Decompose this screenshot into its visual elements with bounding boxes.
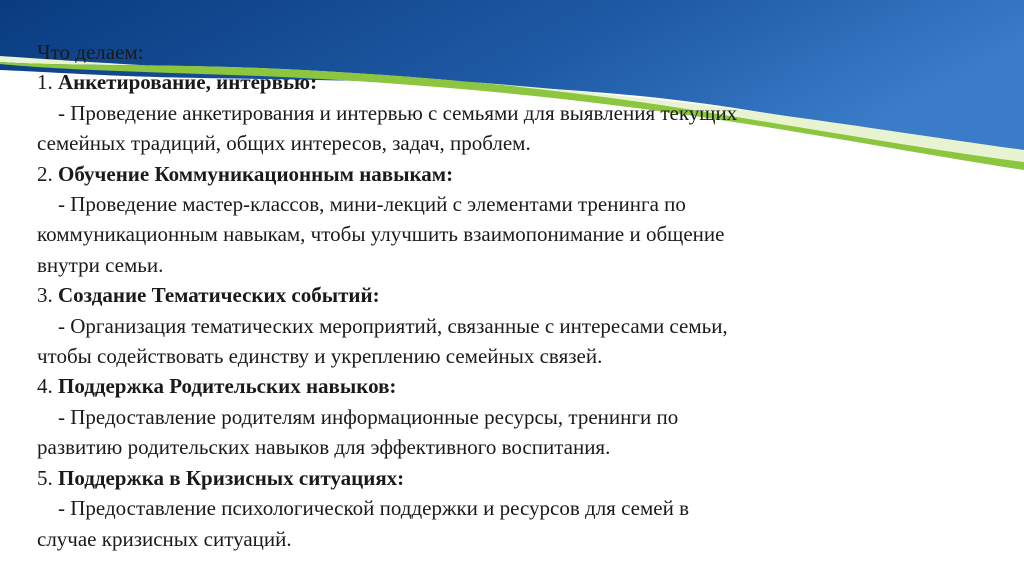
item-number: 2. xyxy=(37,161,53,186)
item-detail-line: - Предоставление родителям информационные ресурсы, тренинги по xyxy=(58,404,679,429)
list-item xyxy=(37,159,997,281)
list-item xyxy=(37,280,997,371)
item-title: Поддержка в Кризисных ситуациях: xyxy=(58,465,405,490)
item-number: 5. xyxy=(37,465,53,490)
list-item xyxy=(37,463,997,554)
item-detail-line: коммуникационным навыкам, чтобы улучшить взаимопонимание и общение xyxy=(37,222,725,247)
item-detail-line: внутри семьи. xyxy=(37,252,164,277)
list-item xyxy=(37,371,997,462)
item-detail-line: - Организация тематических мероприятий, связанные с интересами семьи, xyxy=(58,313,728,338)
item-detail-line: - Проведение мастер-классов, мини-лекций с элементами тренинга по xyxy=(58,192,686,217)
item-detail-line: - Предоставление психологической поддержки и ресурсов для семей в xyxy=(58,496,689,521)
item-number: 3. xyxy=(37,283,53,308)
item-title: Создание Тематических событий: xyxy=(58,283,380,308)
item-detail-line: - Проведение анкетирования и интервью с семьями для выявления текущих xyxy=(58,100,738,125)
item-header xyxy=(37,371,997,401)
item-number: 1. xyxy=(37,70,53,95)
item-title: Поддержка Родительских навыков: xyxy=(58,374,397,399)
item-header xyxy=(37,67,997,97)
item-title: Обучение Коммуникационным навыкам: xyxy=(58,161,454,186)
item-title: Анкетирование, интервью: xyxy=(58,70,318,95)
item-number: 4. xyxy=(37,374,53,399)
item-detail-line: развитию родительских навыков для эффективного воспитания. xyxy=(37,435,611,460)
list-item xyxy=(37,67,997,158)
item-header xyxy=(37,159,997,189)
item-detail-line: случае кризисных ситуаций. xyxy=(37,526,292,551)
slide-heading: Что делаем: xyxy=(37,40,144,64)
slide-content xyxy=(37,37,997,554)
item-header xyxy=(37,280,997,310)
item-header xyxy=(37,463,997,493)
item-detail-line: семейных традиций, общих интересов, задач, проблем. xyxy=(37,131,531,156)
item-detail-line: чтобы содействовать единству и укреплению семейных связей. xyxy=(37,344,603,369)
